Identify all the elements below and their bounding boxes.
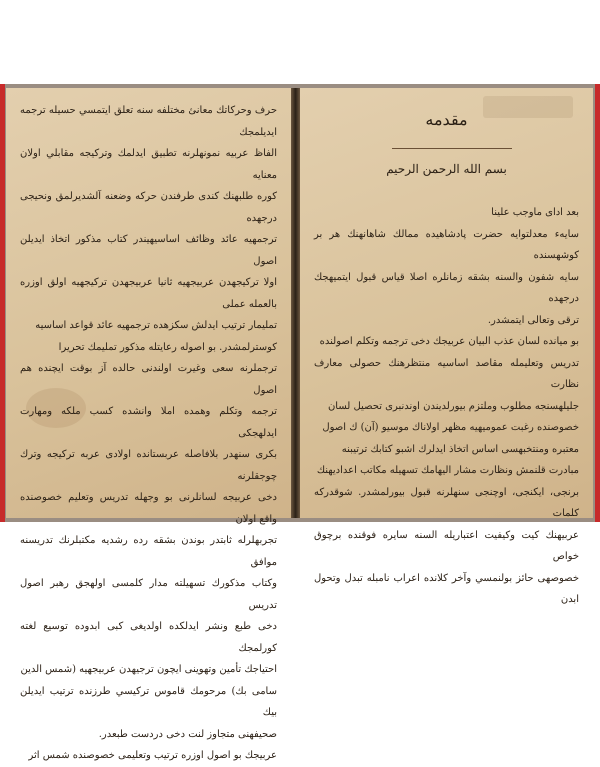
text-line: تجربهلرله ثابتدر بوندن بشقه رده رشديه مكتبلرنك تدريسنه موافق xyxy=(20,535,277,568)
text-line: دخى عربيجه لسانلرنى بو وجهله تدريس وتعليم خصوصنده واقع اولان xyxy=(20,492,277,525)
text-line: ترقى وتعالى ايتمشدر. xyxy=(487,314,579,326)
text-line: مبادرت قلنمش ونظارت مشار اليهامك تسهيله مكاتب اعداديهنك xyxy=(316,465,579,476)
text-line: سايه شفون والسنه بشقه زمانلره اصلا قياس قبول ايتميهجك درجهده xyxy=(314,271,579,304)
book-gutter xyxy=(291,88,300,518)
text-line: ترجمهيه عائد وظائف اساسيهيندر كتاب مذكور اتخاذ ايديلن اصول xyxy=(20,234,277,267)
text-line: سامى بك) مرحومك قاموس تركيسي طرزنده ترتيب ايديلن بيك xyxy=(20,685,277,718)
text-line: تدريس وتعليمله مقاصد اساسيه منتظرهنك حصولى معارف نظارت xyxy=(314,357,579,390)
book-cover-edge-right xyxy=(595,84,600,522)
text-line: حرف وحركاتك معانئ مختلفه سنه تعلق ايتمسي حسيله ترجمه ايديلمجك xyxy=(20,105,277,138)
text-line: ترجملرنه سعى وغيرت اولندنى حالده آز بوقت ايچنده هم اصول xyxy=(20,363,277,396)
text-line: بكرى سنهدر بلافاصله عربستانده اولادى عربه تركيجه وترك چوجقلرنه xyxy=(20,449,277,482)
book-cover-edge-left xyxy=(0,84,5,522)
text-line: جليلهسنجه مطلوب وملتزم بيورلديندن اوندنبرى تحصيل لسان xyxy=(327,400,579,412)
text-line: ترجمه وتكلم وهمده املا وانشده كسب ملكه ومهارت ايدلهجكى xyxy=(20,406,277,439)
text-line: دخى طبع ونشر ايدلكده اولديغى كبى ابدوده توسيع لغته كورلمجك xyxy=(20,621,277,654)
text-line: كوسترلمشدر. بو اصوله رعايتله مذكور تمليمك تحريرا xyxy=(58,341,277,353)
text-line: احتياجك تأمين وتهوينى ايچون ترجيهدن عربيجهيه (شمس الدين xyxy=(20,664,277,675)
text-line: خصوصهى حائز بولنمسي وآخر كلانده اعراب نامبله تبدل وتحول ابدن xyxy=(314,572,579,605)
text-line: كوره طلبهنك كندى طرفندن حركه وضعنه آلشديرلمق ونحيجى درجهده xyxy=(20,191,277,224)
text-line: بعد اداى ماوجب علينا xyxy=(491,207,579,218)
heading-divider xyxy=(392,148,512,149)
text-line: الفاظ عربيه نمونهلرنه تطبيق ايدلمك وتركيجه مقابلي اولان معنايه xyxy=(20,148,277,181)
open-book xyxy=(0,84,600,761)
text-line: تمليمار ترتيب ايدلش سكزهده ترجمهيه عائد قواعد اساسيه xyxy=(35,320,277,331)
text-line: وكتاب مذكورك تسهيلته مدار كلمسى اولهجق رهبر اصول تدريس xyxy=(20,578,277,611)
left-page-text xyxy=(20,100,277,767)
text-line: عربيجك بو اصول اوزره ترتيب وتعليمى خصوصنده شمس اثر xyxy=(28,750,277,761)
text-line: اولا تركيجهدن عربيجهيه ثانيا عربيجهدن تركيجهيه اولق اوزره بالعمله عملى xyxy=(20,277,277,310)
text-line: معتبره ومنتخبهسى اساس اتخاذ ايدلرك اشبو كتابك ترتيبنه xyxy=(341,443,579,455)
right-page-text xyxy=(314,202,579,611)
text-line: صحيفهنى متجاوز لنت دخى دردست طبعدر. xyxy=(98,728,277,740)
text-line: خصوصنده رغبت عموميهيه مظهر اولاناك موسيو (آن) ك اصول xyxy=(322,422,579,433)
page-heading: مقدمه xyxy=(425,110,468,129)
left-page xyxy=(6,88,292,761)
right-page xyxy=(300,88,593,605)
text-line: برنجى، ايكنجى، اوچنجى سنهلرنه قبول بيورلمشدر. شوقدركه كلمات xyxy=(314,486,579,519)
text-line: بو ميانده لسان عذب البيان عربيجك دخى ترجمه وتكلم اصولنده xyxy=(319,336,579,347)
text-line: سايهء معدلتوايه حضرت پادشاهيده ممالك شاهانهنك هر بر كوشهسنده xyxy=(314,228,579,261)
text-line: عربيهنك كيت وكيفيت اعتباريله السنه سايره فوقنده برچوق خواص xyxy=(314,529,579,562)
bismillah-line: بسم الله الرحمن الرحيم xyxy=(386,162,507,176)
